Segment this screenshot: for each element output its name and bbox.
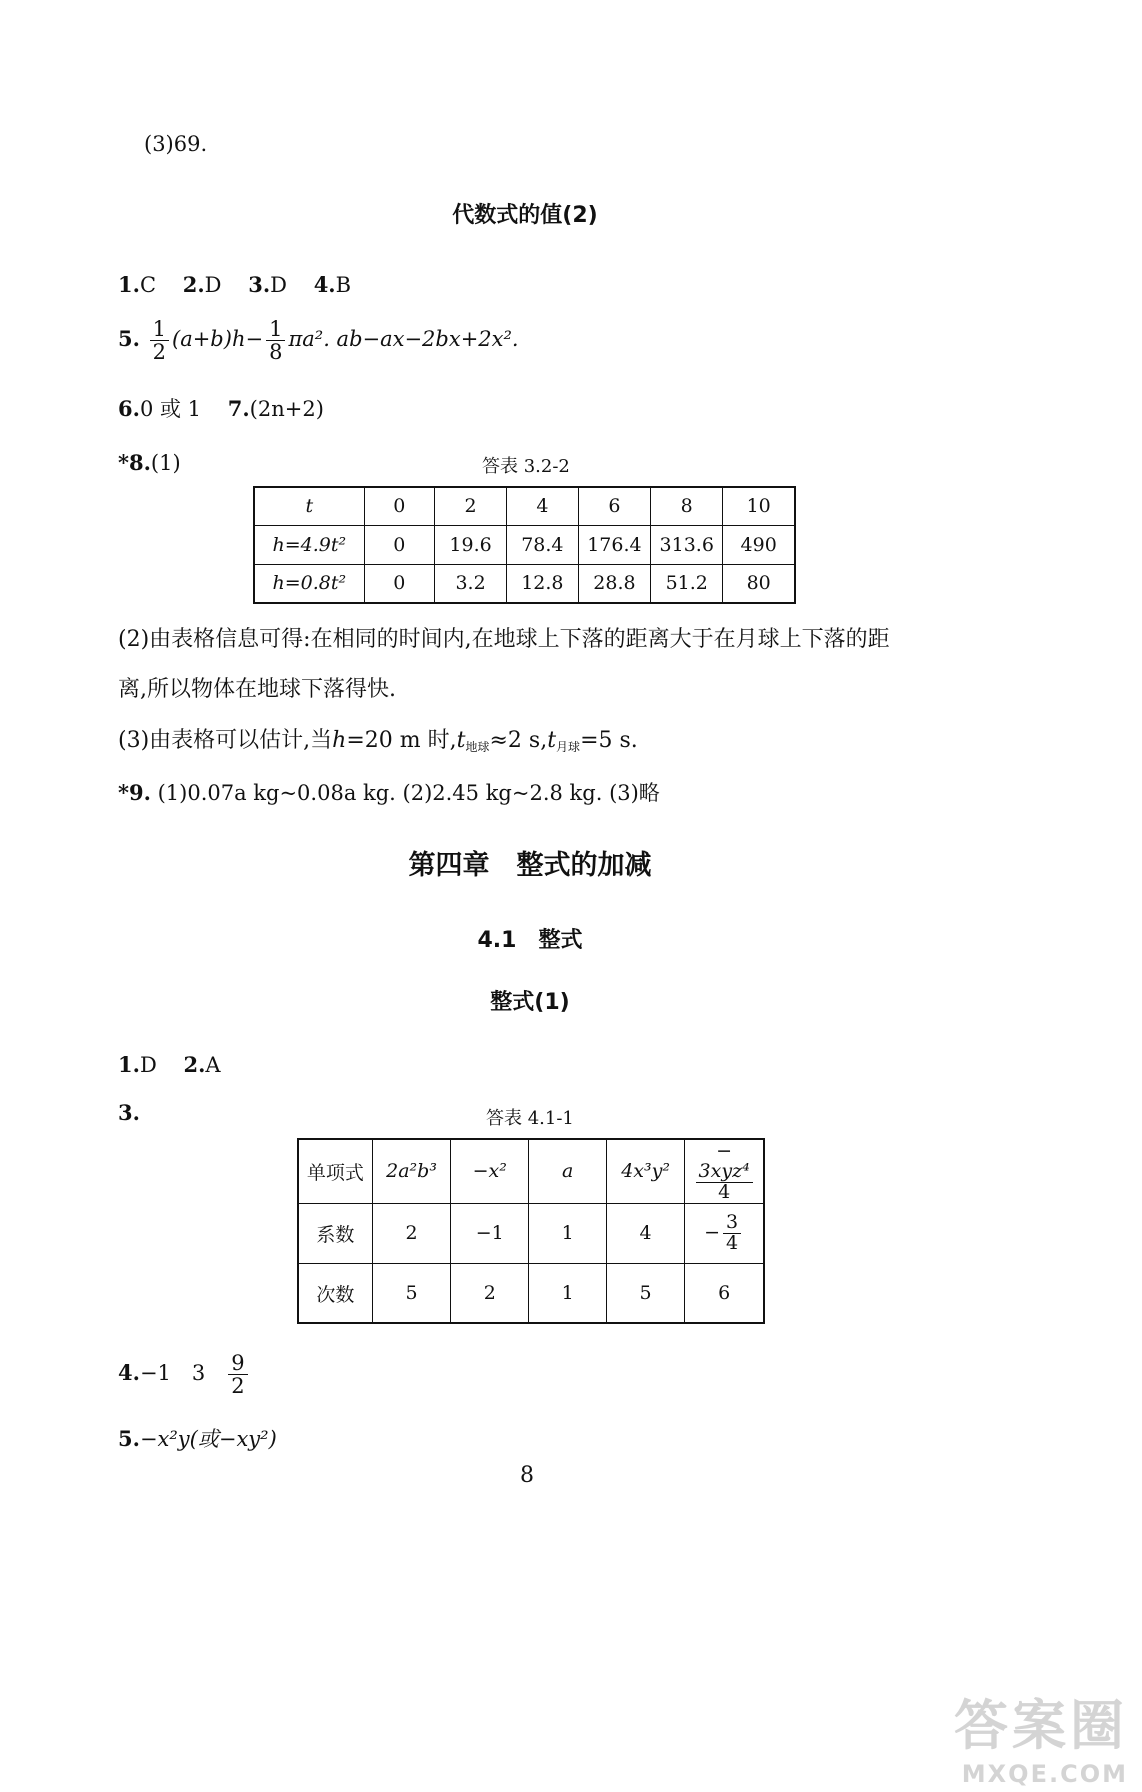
q-number: 5.: [118, 326, 140, 352]
answer: C: [139, 273, 157, 297]
q-number: 6.: [118, 396, 140, 421]
table-cell: 51.2: [651, 564, 723, 603]
table-row: [254, 525, 795, 564]
watermark-url: MXQE.COM: [961, 1760, 1128, 1788]
table-cell: 12.8: [506, 564, 578, 603]
table-cell: −1: [451, 1203, 529, 1263]
answer-table-4-1-1: [297, 1138, 765, 1324]
table-cell: 490: [723, 525, 795, 564]
table-cell: 78.4: [506, 525, 578, 564]
table-cell: 5: [606, 1263, 684, 1323]
table-cell: 10: [723, 487, 795, 525]
answer: A: [205, 1053, 221, 1077]
fraction: $\frac{\text{3xyz⁴}}{4}$: [696, 1162, 753, 1203]
table-cell: 6: [685, 1263, 764, 1323]
expression: πa². ab−ax−2bx+2x².: [288, 327, 519, 352]
section-heading: 4.1 整式: [477, 928, 583, 953]
q-number: 1.: [118, 1052, 140, 1077]
fraction: $\frac{3}{4}$: [723, 1213, 741, 1254]
table-caption: 答表 4.1-1: [486, 1108, 574, 1129]
fraction-one-half: $\frac{1}{2}$: [150, 318, 169, 363]
table-cell: 0: [364, 487, 435, 525]
table-cell: 313.6: [651, 525, 723, 564]
answer: B: [335, 273, 352, 297]
table-cell: 4x³y²: [606, 1139, 684, 1203]
table-caption: 答表 3.2-2: [482, 456, 570, 477]
table-cell: 2a²b³: [372, 1139, 450, 1203]
answer: (2n+2): [249, 397, 324, 421]
q-number: 1.: [118, 272, 140, 297]
table-cell: 2: [435, 487, 507, 525]
answer-8-part2-line2: 离,所以物体在地球下落得快.: [118, 677, 396, 702]
q-number: 4.: [118, 1360, 140, 1386]
table-cell: 4: [606, 1203, 684, 1263]
table-row: [298, 1139, 764, 1203]
q-number: 3.: [248, 272, 271, 297]
table-row: [254, 564, 795, 603]
q-number-3: 3.: [118, 1100, 140, 1125]
table-cell: 1: [529, 1263, 607, 1323]
answer-8-part1: [118, 450, 181, 476]
table-cell: 176.4: [578, 525, 650, 564]
answers-1-2: [118, 1052, 221, 1078]
answer-line-3-69: (3)69.: [144, 132, 208, 156]
chapter-title: 第四章 整式的加减: [408, 850, 652, 881]
part-label: (1): [150, 451, 181, 475]
table-cell: − $\frac{\text{3xyz⁴}}{4}$: [685, 1139, 764, 1203]
table-cell: 1: [529, 1203, 607, 1263]
answer: 0 或 1: [139, 397, 202, 421]
answer-table-3-2-2: [253, 486, 796, 604]
table-cell: 6: [578, 487, 650, 525]
table-cell: 28.8: [578, 564, 650, 603]
table-cell: 5: [372, 1263, 450, 1323]
table-cell: 4: [506, 487, 578, 525]
q-number: *9.: [118, 780, 151, 805]
answer: D: [270, 273, 287, 297]
answer: D: [204, 273, 222, 297]
answer: −x²y(或−xy²): [139, 1427, 277, 1451]
answer-4: [118, 1352, 251, 1397]
page-number: 8: [520, 1463, 534, 1488]
table-header-row: [254, 487, 795, 525]
q-number: 4.: [313, 272, 336, 297]
answer: −1 3: [139, 1361, 206, 1386]
q-number: 2.: [183, 1052, 206, 1077]
table-cell: −x²: [451, 1139, 529, 1203]
watermark-logo: [954, 1683, 1128, 1788]
table-cell: 80: [723, 564, 795, 603]
table-cell: h=0.8t²: [254, 564, 364, 603]
fraction-nine-halves: $\frac{9}{2}$: [228, 1352, 247, 1397]
table-row: [298, 1263, 764, 1323]
q-number: *8.: [118, 450, 151, 475]
table-row: [298, 1203, 764, 1263]
table-cell: 8: [651, 487, 723, 525]
answer-8-part2-line1: (2)由表格信息可得:在相同的时间内,在地球上下落的距离大于在月球上下落的距: [118, 627, 890, 652]
watermark-brand: 答案圈: [954, 1694, 1128, 1757]
answers-1-to-4: [118, 272, 351, 298]
subsection-heading: 整式(1): [490, 990, 570, 1015]
table-cell: 3.2: [435, 564, 507, 603]
row-label: 单项式: [298, 1139, 372, 1203]
row-label: 次数: [298, 1263, 372, 1323]
fraction-one-eighth: $\frac{1}{8}$: [266, 318, 285, 363]
expression: (a+b)h−: [172, 327, 264, 352]
answer-8-part3: (3)由表格可以估计,当h=20 m 时$,t_{地球}\approx 2$ $s,t_{月球}=5$ s.: [118, 728, 638, 754]
answer-5: [118, 1426, 277, 1452]
answer: (1)0.07a kg~0.08a kg. (2)2.45 kg~2.8 kg. (3)略: [157, 781, 660, 805]
table-cell: 0: [364, 564, 435, 603]
table-cell: − $\frac{3}{4}$: [685, 1203, 764, 1263]
table-cell: a: [529, 1139, 607, 1203]
table-cell: h=4.9t²: [254, 525, 364, 564]
q-number: 7.: [227, 396, 250, 421]
q-number: 2.: [182, 272, 205, 297]
table-cell: t: [254, 487, 364, 525]
answer-5: [118, 318, 519, 363]
section-title: 代数式的值(2): [452, 203, 598, 228]
table-cell: 0: [364, 525, 435, 564]
table-cell: 19.6: [435, 525, 507, 564]
answer: D: [139, 1053, 157, 1077]
table-cell: 2: [372, 1203, 450, 1263]
table-cell: 2: [451, 1263, 529, 1323]
answers-6-7: [118, 396, 324, 422]
row-label: 系数: [298, 1203, 372, 1263]
q-number: 5.: [118, 1426, 140, 1451]
answer-9: [118, 780, 660, 806]
